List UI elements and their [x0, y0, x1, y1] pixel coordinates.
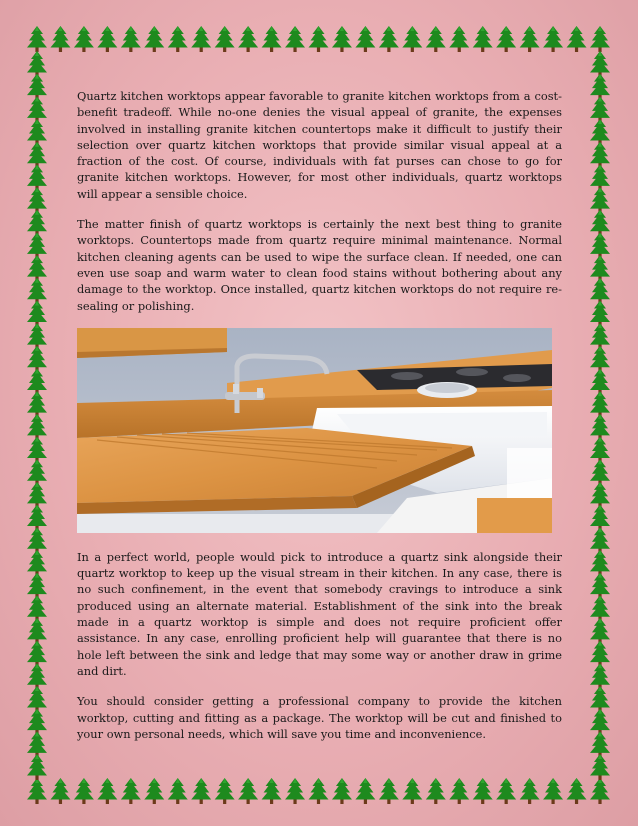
tree-icon — [27, 641, 47, 667]
tree-icon — [590, 459, 610, 485]
tree-icon — [168, 778, 188, 804]
tree-icon — [27, 187, 47, 213]
tree-icon — [590, 595, 610, 621]
tree-icon — [74, 26, 94, 52]
tree-icon — [262, 26, 282, 52]
tree-icon — [590, 142, 610, 168]
tree-icon — [449, 778, 469, 804]
tree-icon — [97, 778, 117, 804]
tree-icon — [27, 96, 47, 122]
tree-icon — [520, 778, 540, 804]
tree-icon — [285, 778, 305, 804]
tree-icon — [27, 482, 47, 508]
tree-icon — [27, 210, 47, 236]
tree-icon — [332, 778, 352, 804]
paragraph-4: You should consider getting a professional company to provide the kitchen worktop, cutting and fitting as a package. The worktop will be cut and finished to your own personal needs, which will save you time and inconvenience. — [77, 694, 562, 741]
tree-icon — [590, 437, 610, 463]
tree-icon — [590, 278, 610, 304]
tree-icon — [144, 778, 164, 804]
tree-icon — [402, 778, 422, 804]
tree-icon — [191, 778, 211, 804]
tree-icon — [590, 527, 610, 553]
tree-icon — [473, 778, 493, 804]
tree-icon — [496, 778, 516, 804]
tree-icon — [27, 778, 47, 804]
tree-icon — [27, 74, 47, 100]
tree-icon — [27, 709, 47, 735]
tree-icon — [590, 505, 610, 531]
tree-icon — [520, 26, 540, 52]
tree-icon — [590, 686, 610, 712]
tree-icon — [238, 26, 258, 52]
tree-icon — [590, 482, 610, 508]
tree-icon — [543, 26, 563, 52]
tree-icon — [590, 368, 610, 394]
tree-icon — [590, 300, 610, 326]
tree-icon — [590, 210, 610, 236]
tree-icon — [332, 26, 352, 52]
tree-icon — [567, 26, 587, 52]
tree-icon — [168, 26, 188, 52]
tree-icon — [426, 778, 446, 804]
tree-icon — [27, 51, 47, 77]
tree-icon — [590, 255, 610, 281]
tree-icon — [590, 731, 610, 757]
tree-icon — [238, 778, 258, 804]
tree-icon — [97, 26, 117, 52]
tree-icon — [590, 641, 610, 667]
tree-icon — [590, 709, 610, 735]
tree-icon — [215, 778, 235, 804]
tree-icon — [121, 778, 141, 804]
tree-icon — [590, 323, 610, 349]
kitchen-worktop-photo — [77, 328, 552, 533]
tree-icon — [473, 26, 493, 52]
tree-icon — [496, 26, 516, 52]
tree-icon — [27, 459, 47, 485]
tree-icon — [590, 754, 610, 780]
tree-icon — [567, 778, 587, 804]
tree-icon — [590, 119, 610, 145]
tree-icon — [590, 26, 610, 52]
tree-icon — [27, 232, 47, 258]
tree-icon — [27, 323, 47, 349]
tree-icon — [379, 778, 399, 804]
tree-icon — [590, 346, 610, 372]
tree-icon — [590, 74, 610, 100]
tree-icon — [50, 26, 70, 52]
tree-icon — [402, 26, 422, 52]
tree-icon — [590, 187, 610, 213]
tree-icon — [27, 437, 47, 463]
tree-icon — [355, 26, 375, 52]
tree-icon — [27, 595, 47, 621]
tree-icon — [590, 663, 610, 689]
tree-icon — [27, 527, 47, 553]
tree-icon — [309, 778, 329, 804]
tree-icon — [27, 414, 47, 440]
tree-icon — [262, 778, 282, 804]
tree-icon — [27, 686, 47, 712]
tree-icon — [27, 550, 47, 576]
tree-icon — [355, 778, 375, 804]
tree-icon — [215, 26, 235, 52]
paragraph-3: In a perfect world, people would pick to introduce a quartz sink alongside their quartz worktop to keep up the visual stream in their kitchen. In any case, there is no such confinement, in the event that somebody cravings to introduce a sink produced using an alternate material. Establishment of the sink into the break made in a quartz worktop is simple and does not require proficient offer assistance. In any case, enrolling proficient help will guarantee that there is no hole left between the sink and ledge that may some way or another draw in grime and dirt. — [77, 549, 562, 678]
tree-icon — [74, 778, 94, 804]
tree-icon — [590, 778, 610, 804]
tree-icon — [590, 232, 610, 258]
tree-icon — [27, 142, 47, 168]
tree-icon — [285, 26, 305, 52]
paragraph-2: The matter finish of quartz worktops is certainly the next best thing to granite worktops. Countertops made from quartz require minimal maintenance. Normal kitchen cleaning agents can be used to wipe the surface clean. If needed, one can even use soap and warm water to clean food stains without bothering about any damage to the worktop. Once installed, quartz kitchen worktops do not require re-sealing or polishing. — [77, 217, 562, 313]
tree-icon — [309, 26, 329, 52]
tree-icon — [191, 26, 211, 52]
tree-icon — [27, 573, 47, 599]
tree-icon — [27, 26, 47, 52]
tree-icon — [144, 26, 164, 52]
tree-icon — [27, 300, 47, 326]
tree-icon — [27, 505, 47, 531]
tree-icon — [426, 26, 446, 52]
article-body — [77, 88, 562, 756]
paragraph-1: Quartz kitchen worktops appear favorable to granite kitchen worktops from a cost-benefit tradeoff. While no-one denies the visual appeal of granite, the expenses involved in installing granite kitchen countertops make it difficult to justify their selection over quartz kitchen worktops that provide similar visual appeal at a fraction of the cost. Of course, individuals with fat purses can chose to go for granite kitchen worktops. However, for most other individuals, quartz worktops will appear a sensible choice. — [77, 89, 562, 201]
tree-icon — [27, 731, 47, 757]
tree-icon — [27, 164, 47, 190]
tree-icon — [590, 550, 610, 576]
tree-icon — [590, 96, 610, 122]
tree-icon — [449, 26, 469, 52]
tree-icon — [121, 26, 141, 52]
tree-icon — [27, 278, 47, 304]
tree-icon — [27, 754, 47, 780]
tree-icon — [590, 618, 610, 644]
tree-icon — [27, 255, 47, 281]
tree-icon — [27, 119, 47, 145]
tree-icon — [543, 778, 563, 804]
tree-icon — [27, 663, 47, 689]
tree-icon — [27, 391, 47, 417]
tree-icon — [590, 391, 610, 417]
tree-icon — [27, 618, 47, 644]
tree-icon — [590, 164, 610, 190]
tree-icon — [590, 51, 610, 77]
tree-icon — [590, 573, 610, 599]
tree-icon — [27, 368, 47, 394]
tree-icon — [379, 26, 399, 52]
tree-icon — [50, 778, 70, 804]
tree-icon — [590, 414, 610, 440]
tree-icon — [27, 346, 47, 372]
